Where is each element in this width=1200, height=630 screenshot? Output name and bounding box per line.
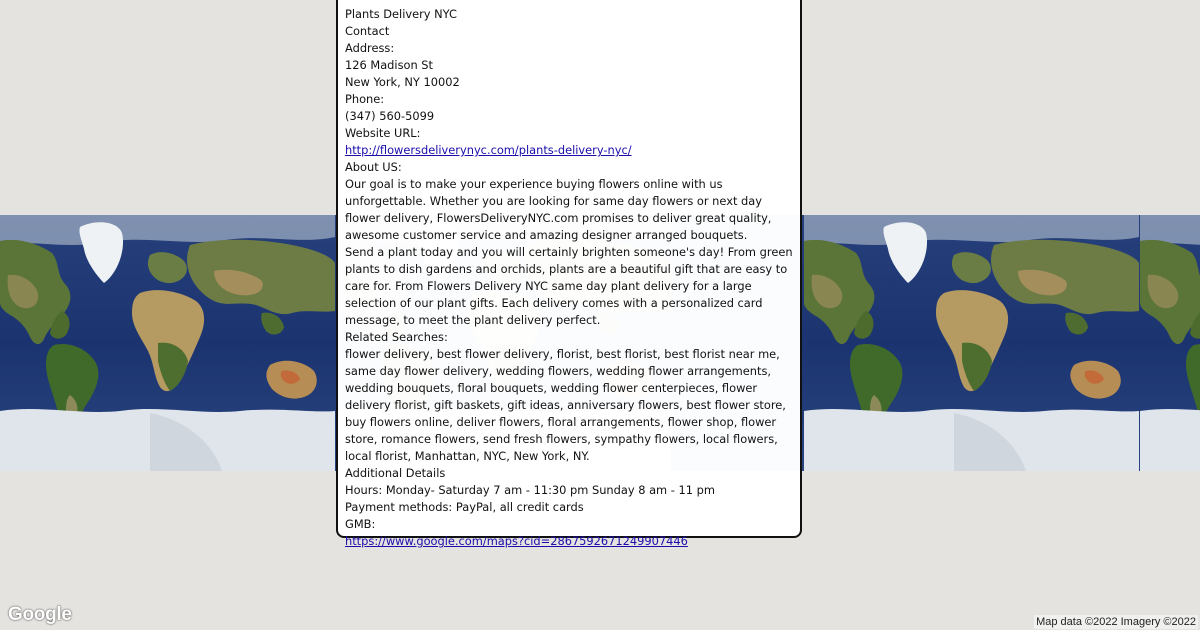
map-attribution: Map data ©2022 Imagery ©2022	[1036, 616, 1196, 628]
about-paragraph-2: Send a plant today and you will certainly brighten someone's day! From green plants to dish gardens and orchids, plants are a beautiful gift that are easy to care for. From Flowers Delivery NYC same day plant delivery for a large selection of our plant gifts. Each delivery comes with a personalized card message, to meet the plant delivery perfect.	[345, 245, 793, 327]
business-info-window	[336, 0, 802, 548]
website-link[interactable]: http://flowersdeliverynyc.com/plants-delivery-nyc/	[345, 143, 632, 157]
website-label: Website URL:	[345, 126, 421, 140]
gmb-label: GMB:	[345, 517, 376, 531]
additional-details-heading: Additional Details	[345, 466, 446, 480]
related-searches-label: Related Searches:	[345, 330, 448, 344]
payment-methods: Payment methods: PayPal, all credit cards	[345, 500, 584, 514]
about-label: About US:	[345, 160, 402, 174]
google-logo[interactable]: Google	[8, 604, 72, 625]
address-city: New York, NY 10002	[345, 75, 460, 89]
phone-label: Phone:	[345, 92, 385, 106]
gmb-link[interactable]: https://www.google.com/maps?cid=2867592671249907446	[345, 534, 688, 548]
business-hours: Hours: Monday- Saturday 7 am - 11:30 pm Sunday 8 am - 11 pm	[345, 483, 715, 497]
contact-heading: Contact	[345, 24, 390, 38]
about-paragraph-1: Our goal is to make your experience buying flowers online with us unforgettable. Whether you are looking for same day flowers or next day flower delivery, FlowersDeliveryNYC.com promises to deliver great quality, awesome customer service and amazing designer arranged bouquets.	[345, 177, 772, 242]
address-street: 126 Madison St	[345, 58, 434, 72]
business-name: Plants Delivery NYC	[345, 7, 457, 21]
related-searches-text: flower delivery, best flower delivery, florist, best florist, best florist near me, same day flower delivery, wedding flowers, wedding flower arrangements, wedding bouquets, floral bouquets, wedding flower centerpieces, flower delivery florist, gift baskets, gift ideas, anniversary flowers, best flower store, buy flowers online, deliver flowers, floral arrangements, flower shop, flower store, romance flowers, send fresh flowers, sympathy flowers, local flowers, local florist, Manhattan, NYC, New York, NY.	[345, 347, 786, 463]
phone-number: (347) 560-5099	[345, 109, 435, 123]
address-label: Address:	[345, 41, 395, 55]
